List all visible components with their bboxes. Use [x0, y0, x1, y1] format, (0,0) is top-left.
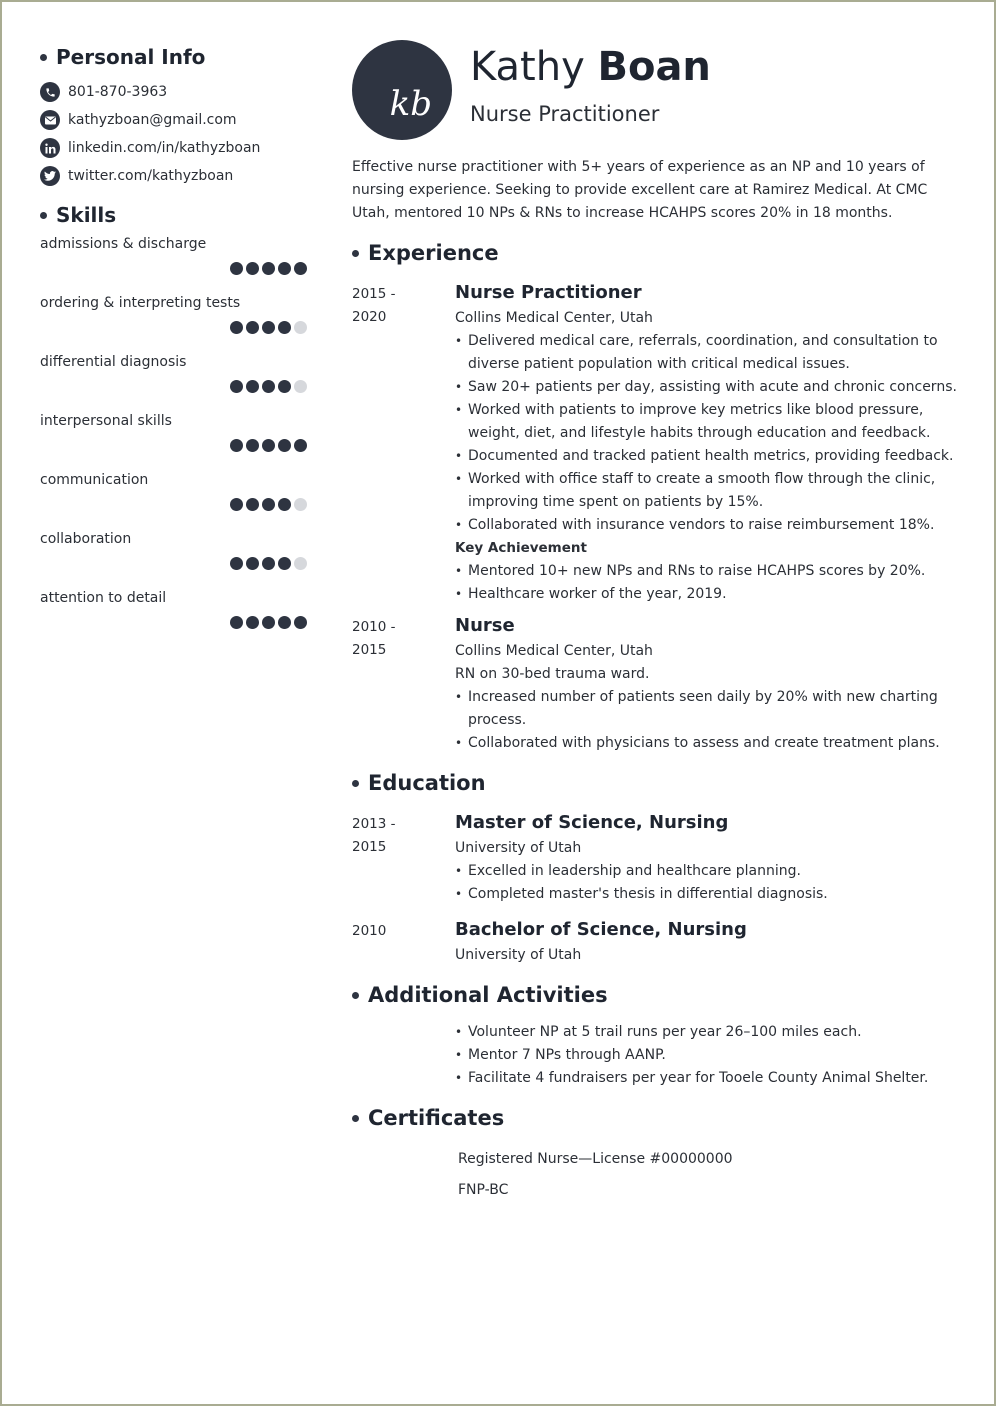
activities-heading [352, 983, 962, 1007]
skill-label: attention to detail [40, 590, 167, 606]
date-end: 2015 [352, 839, 387, 855]
rating-dot-filled [262, 262, 275, 275]
skill-label: ordering & interpreting tests [40, 295, 241, 311]
rating-dot-filled [246, 616, 259, 629]
candidate-name [470, 44, 711, 90]
rating-dot-filled [246, 498, 259, 511]
bullet-item: • Mentor 7 NPs through AANP. [455, 1044, 962, 1067]
rating-dot-filled [262, 380, 275, 393]
skill-item [40, 531, 314, 590]
rating-dot-filled [262, 616, 275, 629]
date-start: 2010 [352, 923, 387, 939]
rating-dot-filled [230, 616, 243, 629]
bullet-dot [352, 250, 359, 257]
initials-text: kb [389, 84, 432, 124]
initials-avatar [352, 40, 452, 140]
job-org: Collins Medical Center, Utah [455, 643, 653, 659]
email-link[interactable]: kathyzboan@gmail.com [68, 112, 237, 128]
rating-dot-filled [230, 321, 243, 334]
skill-rating [230, 498, 310, 511]
skill-label: differential diagnosis [40, 354, 187, 370]
phone-text: 801-870-3963 [68, 84, 168, 100]
rating-dot-filled [278, 262, 291, 275]
rating-dot-filled [278, 380, 291, 393]
bullet-item: • Worked with patients to improve key metrics like blood pressure, weight, diet, and lifestyle habits through education and feedback. [455, 399, 962, 445]
activities-list [455, 1021, 962, 1090]
personal-info-heading [40, 42, 314, 72]
activities-title: Additional Activities [368, 983, 608, 1007]
rating-dot-filled [262, 557, 275, 570]
degree-title: Master of Science, Nursing [455, 812, 729, 833]
rating-dot-empty [294, 380, 307, 393]
bullet-item: • Collaborated with insurance vendors to raise reimbursement 18%. [455, 514, 962, 537]
entry-dates [352, 916, 455, 967]
bullet-item: • Healthcare worker of the year, 2019. [455, 583, 962, 606]
bullet-item: • Worked with office staff to create a smooth flow through the clinic, improving time spent on patients by 15%. [455, 468, 962, 514]
skill-item [40, 236, 314, 295]
skill-rating [230, 616, 310, 629]
bullet-dot [40, 212, 47, 219]
date-start: 2013 - [352, 816, 396, 832]
entry-dates [352, 612, 455, 755]
twitter-icon [40, 166, 60, 186]
main-column [352, 38, 962, 1206]
linkedin-link[interactable]: linkedin.com/in/kathyzboan [68, 140, 261, 156]
date-start: 2015 - [352, 286, 396, 302]
certificate-item: Registered Nurse—License #00000000 [458, 1151, 733, 1167]
rating-dot-filled [278, 439, 291, 452]
bullet-dot [352, 992, 359, 999]
date-end: 2020 [352, 309, 387, 325]
rating-dot-filled [246, 321, 259, 334]
rating-dot-filled [294, 439, 307, 452]
education-title: Education [368, 771, 486, 795]
certificates-heading [352, 1106, 962, 1130]
experience-title: Experience [368, 241, 499, 265]
school-name: University of Utah [455, 840, 582, 856]
skill-rating [230, 439, 310, 452]
job-title: Nurse [455, 615, 515, 636]
rating-dot-filled [262, 498, 275, 511]
rating-dot-filled [262, 439, 275, 452]
job-org: Collins Medical Center, Utah [455, 310, 653, 326]
experience-entry [352, 612, 962, 755]
rating-dot-filled [230, 557, 243, 570]
bullet-dot [352, 780, 359, 787]
certificates-list [352, 1144, 962, 1206]
certificates-title: Certificates [368, 1106, 505, 1130]
key-achievement-label: Key Achievement [455, 540, 587, 556]
skill-rating [230, 321, 310, 334]
skill-label: collaboration [40, 531, 132, 547]
bullet-item: • Saw 20+ patients per day, assisting with acute and chronic concerns. [455, 376, 962, 399]
entry-dates [352, 809, 455, 906]
skill-label: admissions & discharge [40, 236, 207, 252]
bullet-dot [352, 1115, 359, 1122]
rating-dot-filled [246, 439, 259, 452]
rating-dot-filled [246, 262, 259, 275]
bullet-item: • Documented and tracked patient health metrics, providing feedback. [455, 445, 962, 468]
bullet-item: • Delivered medical care, referrals, coordination, and consultation to diverse patient population with critical medical issues. [455, 330, 962, 376]
bullet-dot [40, 54, 47, 61]
phone-icon [40, 82, 60, 102]
skill-rating [230, 557, 310, 570]
contact-email [40, 106, 314, 134]
job-desc: RN on 30-bed trauma ward. [455, 666, 650, 682]
bullet-item: • Increased number of patients seen daily by 20% with new charting process. [455, 686, 962, 732]
education-entry [352, 809, 962, 906]
rating-dot-empty [294, 557, 307, 570]
entry-body [455, 279, 962, 606]
rating-dot-filled [246, 380, 259, 393]
skills-title: Skills [56, 203, 117, 227]
envelope-icon [40, 110, 60, 130]
skills-heading [40, 200, 314, 230]
rating-dot-filled [278, 498, 291, 511]
rating-dot-filled [278, 557, 291, 570]
rating-dot-filled [230, 262, 243, 275]
bullet-item: • Mentored 10+ new NPs and RNs to raise HCAHPS scores by 20%. [455, 560, 962, 583]
experience-list [352, 279, 962, 755]
rating-dot-filled [230, 498, 243, 511]
sidebar [38, 42, 314, 649]
rating-dot-filled [246, 557, 259, 570]
bullet-item: • Excelled in leadership and healthcare planning. [455, 860, 962, 883]
education-entry [352, 916, 962, 967]
bullet-item: • Facilitate 4 fundraisers per year for Tooele County Animal Shelter. [455, 1067, 962, 1090]
certificate-item: FNP-BC [458, 1182, 509, 1198]
skill-item [40, 354, 314, 413]
entry-body [455, 809, 962, 906]
skill-item [40, 295, 314, 354]
skills-list [38, 236, 314, 649]
experience-heading [352, 241, 962, 265]
school-name: University of Utah [455, 947, 582, 963]
date-start: 2010 - [352, 619, 396, 635]
experience-entry [352, 279, 962, 606]
entry-body [455, 612, 962, 755]
linkedin-icon [40, 138, 60, 158]
education-list [352, 809, 962, 967]
contact-phone [40, 78, 314, 106]
twitter-link[interactable]: twitter.com/kathyzboan [68, 168, 234, 184]
rating-dot-empty [294, 498, 307, 511]
rating-dot-filled [294, 262, 307, 275]
rating-dot-filled [230, 380, 243, 393]
rating-dot-filled [230, 439, 243, 452]
entry-body [455, 916, 962, 967]
summary-text: Effective nurse practitioner with 5+ years of experience as an NP and 10 years of nursing experience. Seeking to provide excellent care at Ramirez Medical. At CMC Utah, mentored 10 NPs & RNs to increase HCAHPS scores 20% in 18 months. [352, 159, 928, 221]
skill-label: interpersonal skills [40, 413, 172, 429]
candidate-title: Nurse Practitioner [470, 102, 660, 126]
first-name: Kathy [470, 44, 585, 90]
personal-info-title: Personal Info [56, 45, 206, 69]
rating-dot-filled [278, 321, 291, 334]
rating-dot-filled [278, 616, 291, 629]
bullet-item: • Volunteer NP at 5 trail runs per year 26–100 miles each. [455, 1021, 962, 1044]
resume-header [352, 38, 962, 148]
rating-dot-empty [294, 321, 307, 334]
rating-dot-filled [294, 616, 307, 629]
skill-rating [230, 262, 310, 275]
date-end: 2015 [352, 642, 387, 658]
skill-rating [230, 380, 310, 393]
contact-twitter [40, 162, 314, 190]
skill-item [40, 413, 314, 472]
degree-title: Bachelor of Science, Nursing [455, 919, 747, 940]
bullet-item: • Collaborated with physicians to assess and create treatment plans. [455, 732, 962, 755]
skill-item [40, 472, 314, 531]
last-name: Boan [597, 44, 711, 90]
entry-dates [352, 279, 455, 606]
education-heading [352, 771, 962, 795]
job-title: Nurse Practitioner [455, 282, 642, 303]
skill-item [40, 590, 314, 649]
rating-dot-filled [262, 321, 275, 334]
contact-linkedin [40, 134, 314, 162]
bullet-item: • Completed master's thesis in differential diagnosis. [455, 883, 962, 906]
skill-label: communication [40, 472, 149, 488]
